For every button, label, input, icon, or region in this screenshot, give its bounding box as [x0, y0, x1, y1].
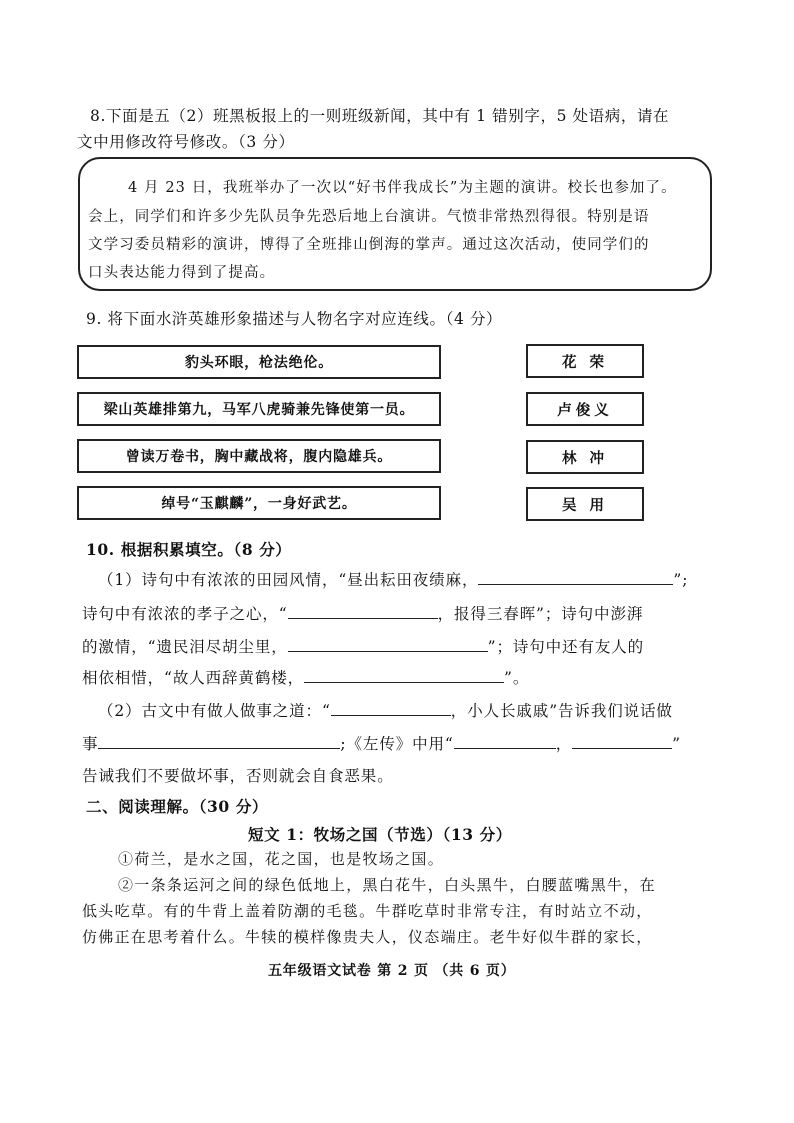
blank-1	[478, 567, 673, 585]
q10-line-2: 诗句中有浓浓的孝子之心，“ ，报得三春晖”；诗句中澎湃	[82, 601, 643, 624]
hero-description-3: 曾读万卷书，胸中藏战将，腹内隐雄兵。	[77, 439, 441, 473]
hero-description-4: 绰号“玉麒麟”，一身好武艺。	[77, 486, 441, 520]
passage-1-title: 短文 1：牧场之国（节选）（13 分）	[248, 825, 512, 844]
news-line-3: 文学习委员精彩的演讲，博得了全班排山倒海的掌声。通过这次活动，使同学们的	[88, 237, 650, 253]
news-line-4: 口头表达能力得到了提高。	[88, 265, 276, 281]
blank-5	[331, 698, 451, 716]
q9-prompt: 9. 将下面水浒英雄形象描述与人物名字对应连线。（4 分）	[86, 310, 503, 328]
q10-line-4: 相依相惜，“故人西辞黄鹤楼， ”。	[82, 665, 529, 688]
hero-name-3: 林 冲	[526, 440, 644, 474]
passage-line-4: 仿佛正在思考着什么。牛犊的模样像贵夫人，仪态端庄。老牛好似牛群的家长，	[82, 928, 653, 946]
q10-line-1: （1）诗句中有浓浓的田园风情，“昼出耘田夜绩麻， ”;	[98, 567, 688, 590]
hero-name-2: 卢俊义	[526, 392, 644, 426]
section-2-heading: 二、阅读理解。（30 分）	[86, 797, 269, 816]
q10-line-3: 的激情，“遗民泪尽胡尘里， ”；诗句中还有友人的	[82, 634, 644, 657]
q10-line-5: （2）古文中有做人做事之道：“ ，小人长戚戚”告诉我们说话做	[98, 698, 673, 721]
news-line-2: 会上，同学们和许多少先队员争先恐后地上台演讲。气愤非常热烈得很。特别是语	[88, 209, 650, 225]
q10-line-7: 告诫我们不要做坏事，否则就会自食恶果。	[82, 767, 394, 785]
hero-description-2: 梁山英雄排第九，马军八虎骑兼先锋使第一员。	[77, 392, 441, 426]
hero-name-4: 吴 用	[526, 487, 644, 521]
news-line-1: 4 月 23 日，我班举办了一次以“好书伴我成长”为主题的演讲。校长也参加了。	[128, 180, 677, 196]
page-footer: 五年级语文试卷 第 2 页 （共 6 页）	[268, 963, 516, 979]
q8-prompt-line1: 8.下面是五（2）班黑板报上的一则班级新闻，其中有 1 错别字，5 处语病，请在	[90, 107, 670, 125]
passage-line-1: ①荷兰，是水之国，花之国，也是牧场之国。	[118, 850, 445, 868]
q10-prompt: 10. 根据积累填空。（8 分）	[86, 540, 292, 559]
blank-6	[98, 731, 340, 749]
hero-description-1: 豹头环眼，枪法绝伦。	[77, 345, 441, 379]
blank-3	[288, 634, 488, 652]
q8-prompt-line2: 文中用修改符号修改。（3 分）	[77, 133, 295, 151]
q10-line-6: 事 ;《左传》中用“ ， ”	[82, 731, 681, 754]
passage-line-2: ②一条条运河之间的绿色低地上，黑白花牛，白头黑牛，白腰蓝嘴黑牛，在	[118, 876, 656, 894]
passage-line-3: 低头吃草。有的牛背上盖着防潮的毛毯。牛群吃草时非常专注，有时站立不动，	[82, 902, 653, 920]
blank-2	[288, 601, 438, 619]
blank-4	[304, 665, 504, 683]
hero-name-1: 花 荣	[526, 344, 644, 378]
blank-7	[454, 731, 556, 749]
blank-8	[572, 731, 672, 749]
